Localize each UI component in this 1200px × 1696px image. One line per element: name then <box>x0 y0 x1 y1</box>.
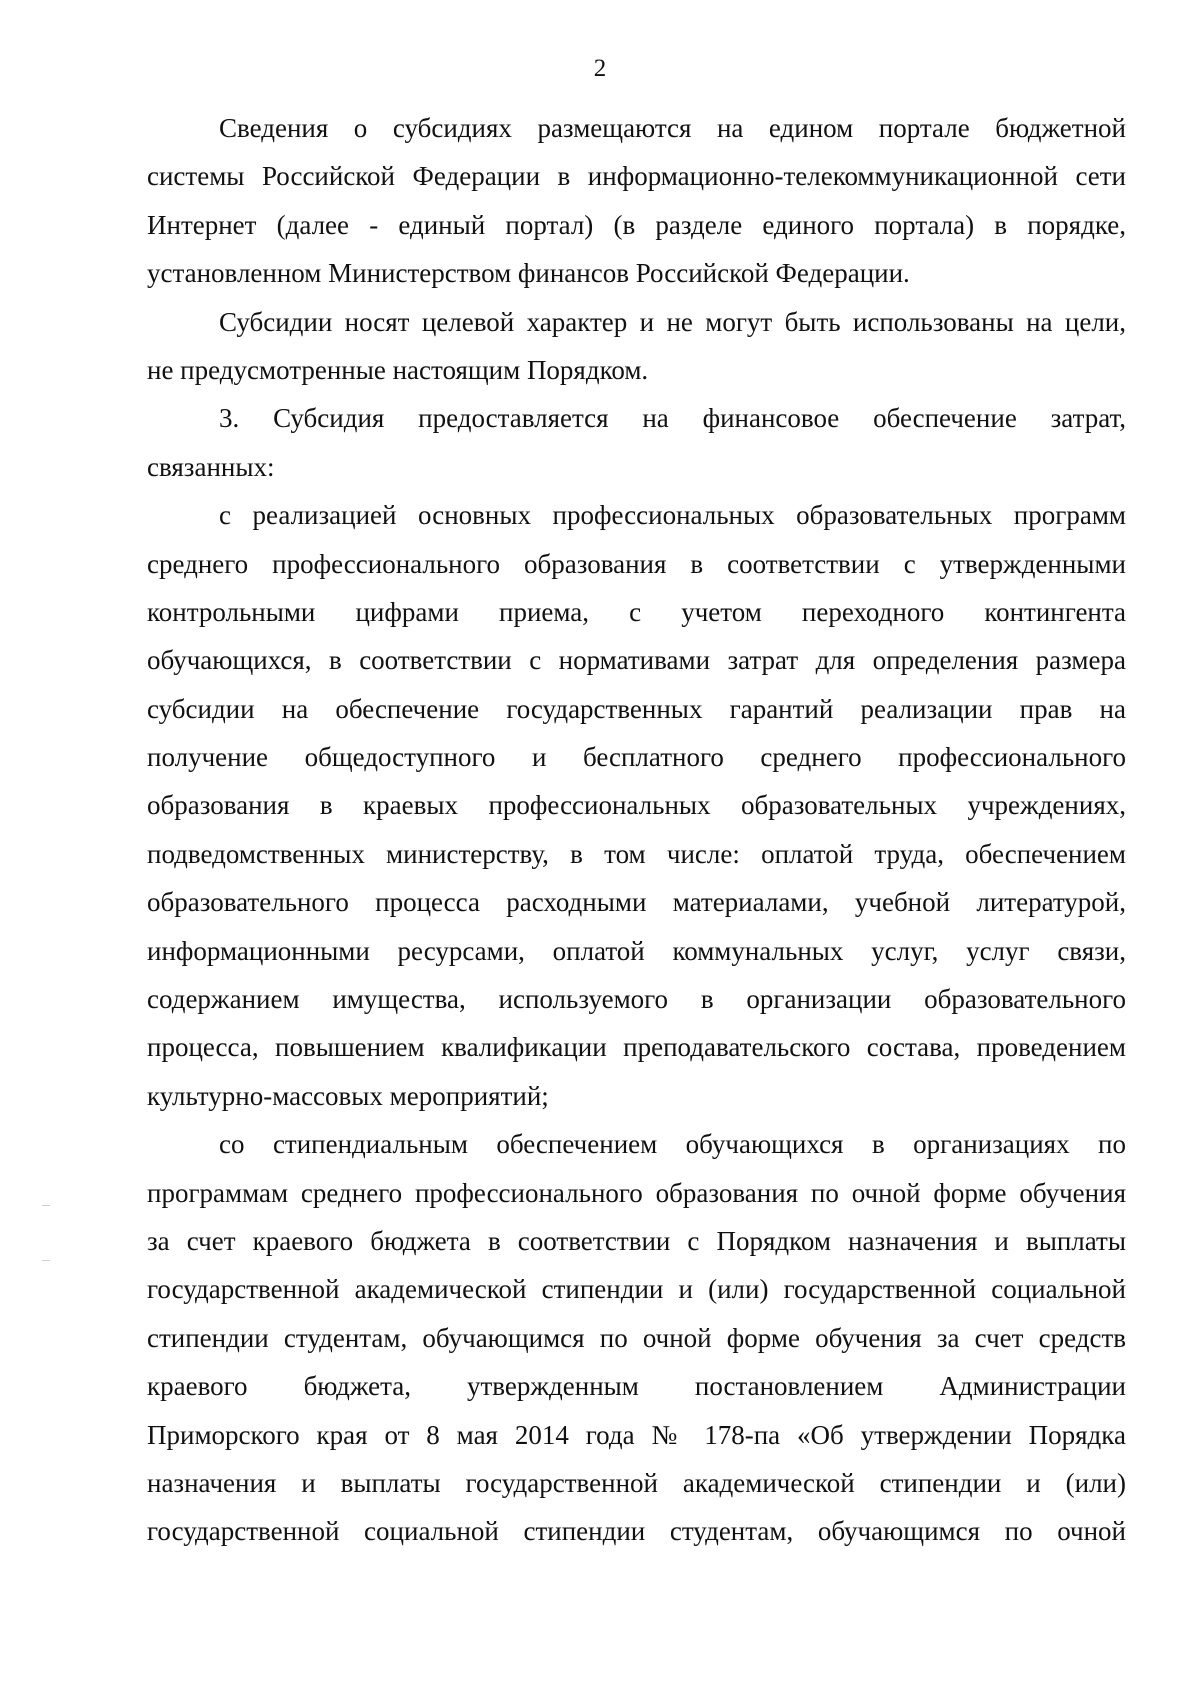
text-line: назначения и выплаты государственной академической стипендии и (или) <box>147 1467 1126 1498</box>
text-line: с реализацией основных профессиональных образовательных программ <box>219 500 1126 531</box>
text-line: информационными ресурсами, оплатой коммунальных услуг, услуг связи, <box>147 935 1126 966</box>
text-line: субсидии на обеспечение государственных гарантий реализации прав на <box>147 693 1126 724</box>
paragraph-3 <box>147 394 1126 491</box>
text-line: среднего профессионального образования в соответствии с утвержденными <box>147 548 1126 579</box>
paragraph-1 <box>147 104 1126 298</box>
paragraph-5 <box>147 1120 1126 1556</box>
page-number: 2 <box>593 55 607 82</box>
paragraph-4 <box>147 491 1126 1120</box>
text-line: культурно-массовых мероприятий; <box>147 1080 549 1111</box>
text-line: связанных: <box>147 451 275 482</box>
text-line: обучающихся, в соответствии с нормативами затрат для определения размера <box>147 645 1126 676</box>
text-line: получение общедоступного и бесплатного среднего профессионального <box>147 742 1126 773</box>
text-line: краевого бюджета, утвержденным постановлением Администрации <box>147 1371 1126 1402</box>
paragraph-2 <box>147 298 1126 395</box>
text-line: государственной социальной стипендии студентам, обучающимся по очной <box>147 1516 1126 1547</box>
text-line: подведомственных министерству, в том числе: оплатой труда, обеспечением <box>147 838 1126 869</box>
text-line: установленном Министерством финансов Российской Федерации. <box>147 258 910 289</box>
text-line: системы Российской Федерации в информационно-телекоммуникационной сети <box>147 161 1126 192</box>
text-line: не предусмотренные настоящим Порядком. <box>147 354 649 385</box>
text-line: со стипендиальным обеспечением обучающихся в организациях по <box>219 1129 1126 1160</box>
text-line: Субсидии носят целевой характер и не могут быть использованы на цели, <box>219 306 1126 337</box>
text-line: стипендии студентам, обучающимся по очной форме обучения за счет средств <box>147 1322 1126 1353</box>
text-line: 3. Субсидия предоставляется на финансовое обеспечение затрат, <box>219 403 1126 434</box>
scan-mark <box>42 1260 50 1261</box>
text-line: за счет краевого бюджета в соответствии с Порядком назначения и выплаты <box>147 1225 1126 1256</box>
text-line: программам среднего профессионального образования по очной форме обучения <box>147 1177 1126 1208</box>
text-line: государственной академической стипендии и (или) государственной социальной <box>147 1274 1126 1305</box>
text-line: Приморского края от 8 мая 2014 года № 178-па «Об утверждении Порядка <box>147 1419 1126 1450</box>
text-line: Сведения о субсидиях размещаются на едином портале бюджетной <box>219 113 1126 143</box>
text-line: содержанием имущества, используемого в организации образовательного <box>147 984 1126 1015</box>
text-line: контрольными цифрами приема, с учетом переходного контингента <box>147 596 1126 627</box>
text-line: Интернет (далее - единый портал) (в разделе единого портала) в порядке, <box>147 209 1126 240</box>
text-line: процесса, повышением квалификации преподавательского состава, проведением <box>147 1032 1126 1063</box>
document-body <box>147 104 1126 1556</box>
text-line: образования в краевых профессиональных образовательных учреждениях, <box>147 790 1126 821</box>
scan-mark <box>42 1205 50 1206</box>
text-line: образовательного процесса расходными материалами, учебной литературой, <box>147 887 1126 918</box>
